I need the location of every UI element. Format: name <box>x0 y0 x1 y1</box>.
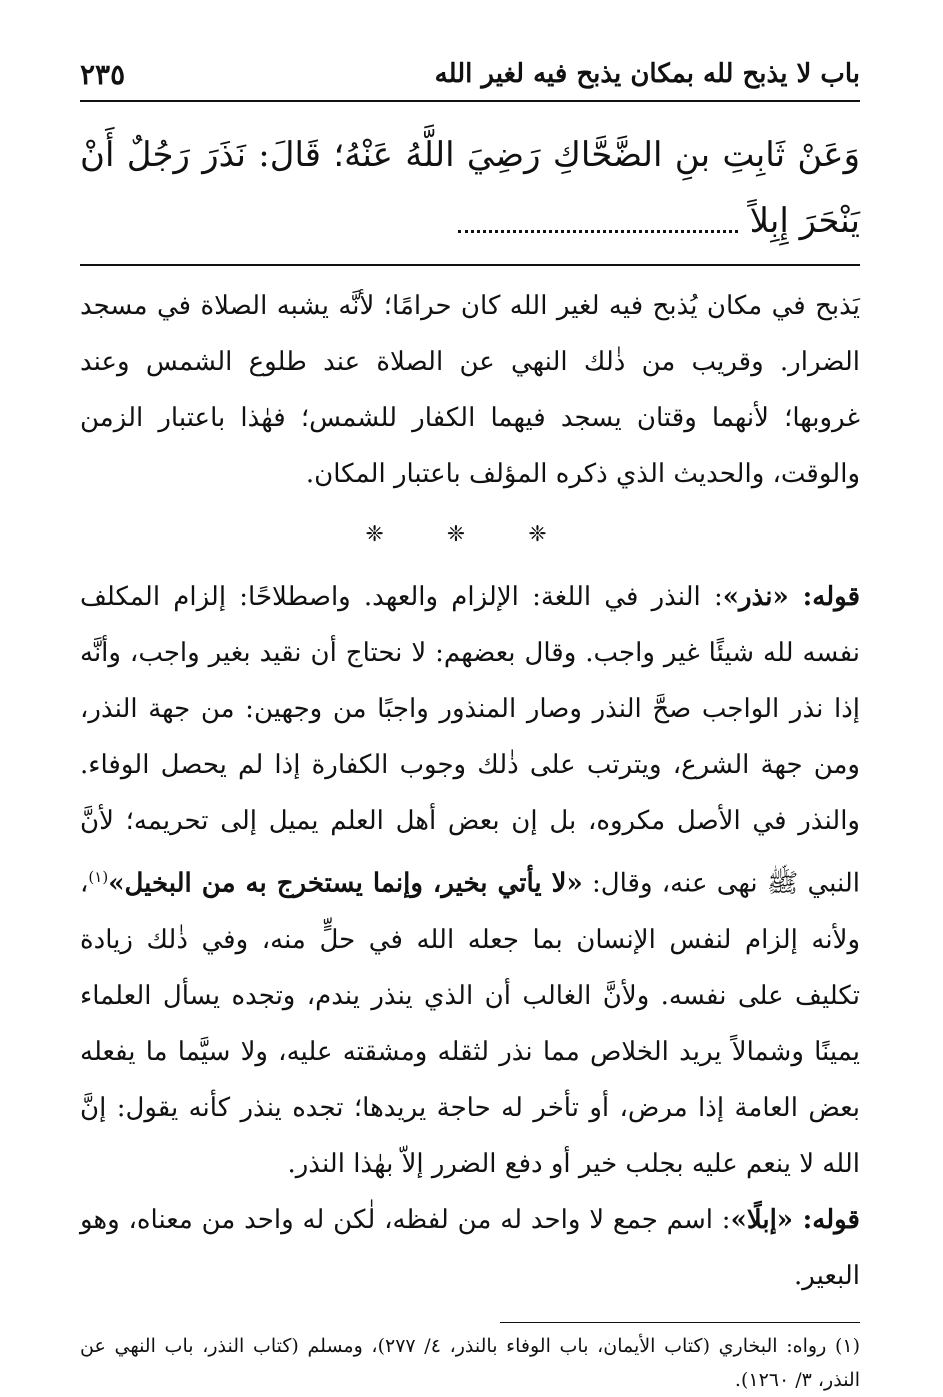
nadhr-paragraph <box>80 569 860 1192</box>
footnote <box>80 1329 860 1397</box>
footnote-text: رواه: البخاري (كتاب الأيمان، باب الوفاء بالنذر، ٤/ ٢٧٧)، ومسلم (كتاب النذر، باب النهي عن النذر، ٣/ ١٢٦٠). <box>80 1334 860 1391</box>
section-separator: ❈ ❈ ❈ <box>365 522 575 547</box>
ibil-paragraph <box>80 1192 860 1304</box>
hadith-text-block <box>80 122 860 254</box>
nadhr-lead: قوله: «نذر» <box>722 582 860 612</box>
footnote-ref: (١) <box>88 868 109 886</box>
commentary-intro: يَذبح في مكان يُذبح فيه لغير الله كان حرامًا؛ لأنَّه يشبه الصلاة في مسجد الضرار. وقريب من ذٰلك النهي عن الصلاة عند طلوع الشمس وعند غروبها؛ لأنهما وقتان يسجد فيهما الكفار للشمس؛ فهٰذا باعتبار الزمن والوقت، والحديث الذي ذكره المؤلف باعتبار المكان. <box>80 291 860 489</box>
nadhr-part2: ، ولأنه إلزام لنفس الإنسان بما جعله الله في حلٍّ منه، وفي ذٰلك زيادة تكليف على نفسه. ولأنَّ الغالب أن الذي ينذر يندم، وتجده يسأل العلماء يمينًا وشمالاً يريد الخلاص مما نذر لثقله ومشقته عليه، ولا سيَّما ما يفعله بعض العامة إذا مرض، أو تأخر له حاجة يريدها؛ تجده ينذر كأنه يقول: إنَّ الله لا ينعم عليه بجلب خير أو دفع الضرر إلاّ بهٰذا النذر. <box>80 868 860 1179</box>
hadith-text: وَعَنْ ثَابِتِ بنِ الضَّحَّاكِ رَضِيَ اللَّهُ عَنْهُ؛ قَالَ: نَذَرَ رَجُلٌ أَنْ يَنْحَرَ إِبِلاً <box>80 135 860 241</box>
nadhr-part1: : النذر في اللغة: الإلزام والعهد. واصطلاحًا: إلزام المكلف نفسه لله شيئًا غير واجب. وقال بعضهم: لا نحتاج أن نقيد بغير واجب، وأنَّه إذا نذر الواجب صحَّ النذر وصار المنذور واجبًا من وجهين: من جهة النذر، ومن جهة الشرع، ويترتب على ذٰلك وجوب الكفارة إذا لم يحصل الوفاء. والنذر في الأصل مكروه، بل إن بعض أهل العلم يميل إلى تحريمه؛ لأنَّ النبي ﷺ نهى عنه، وقال: <box>80 582 860 899</box>
book-page <box>80 48 860 1397</box>
ellipsis-dots <box>458 214 738 233</box>
footnote-number: (١) <box>834 1334 860 1357</box>
ibil-lead: قوله: «إبلًا» <box>730 1204 860 1235</box>
hadith-divider <box>80 264 860 266</box>
ibil-text: : اسم جمع لا واحد له من لفظه، لٰكن له واحد من معناه، وهو البعير. <box>80 1204 860 1291</box>
page-header <box>80 48 860 102</box>
hadith-quote: «لا يأتي بخير، وإنما يستخرج به من البخيل» <box>108 868 583 899</box>
running-title: باب لا يذبح لله بمكان يذبح فيه لغير الله <box>434 59 860 89</box>
footnote-divider <box>500 1322 860 1323</box>
page-number: ٢٣٥ <box>80 57 126 91</box>
